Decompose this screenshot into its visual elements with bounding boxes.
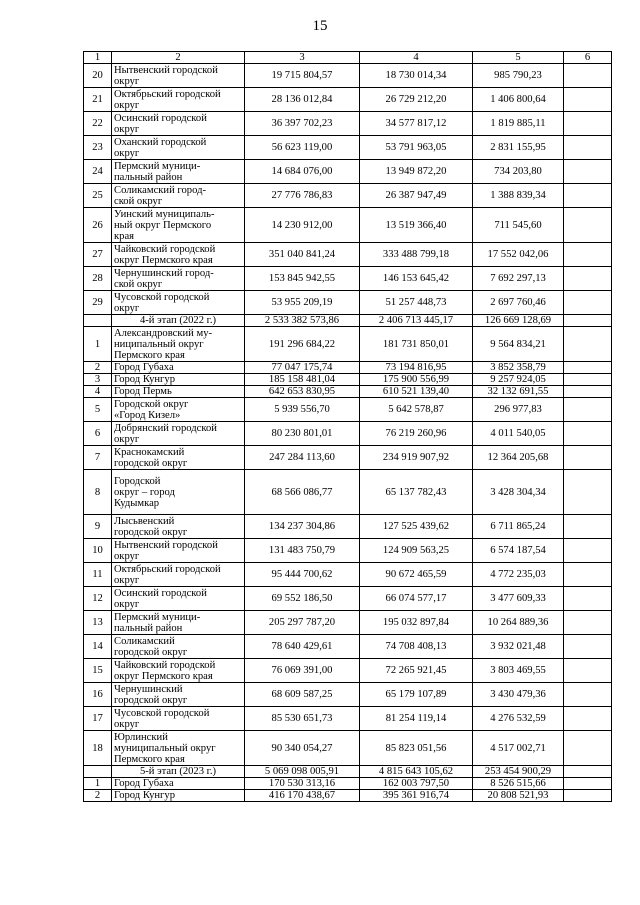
regional-amount-cell: 13 949 872,20 [360, 160, 473, 184]
table-row [84, 267, 612, 291]
local-amount-cell: 3 803 469,55 [473, 659, 564, 683]
row-number-cell: 10 [84, 539, 112, 563]
column6-cell [564, 184, 612, 208]
total-amount-cell: 2 533 382 573,86 [245, 315, 360, 327]
municipality-name-cell: Октябрьский городской округ [112, 88, 245, 112]
local-amount-cell: 3 932 021,48 [473, 635, 564, 659]
municipality-name-cell: Город Пермь [112, 386, 245, 398]
local-amount-cell: 32 132 691,55 [473, 386, 564, 398]
regional-amount-cell: 65 137 782,43 [360, 470, 473, 515]
total-amount-cell: 80 230 801,01 [245, 422, 360, 446]
regional-amount-cell: 26 387 947,49 [360, 184, 473, 208]
row-number-cell: 25 [84, 184, 112, 208]
header-cell: 6 [564, 52, 612, 64]
row-number-cell: 6 [84, 422, 112, 446]
header-cell: 4 [360, 52, 473, 64]
local-amount-cell: 4 517 002,71 [473, 731, 564, 766]
regional-amount-cell: 13 519 366,40 [360, 208, 473, 243]
regional-amount-cell: 234 919 907,92 [360, 446, 473, 470]
column6-cell [564, 64, 612, 88]
total-amount-cell: 134 237 304,86 [245, 515, 360, 539]
municipality-name-cell: Нытвенский городской округ [112, 64, 245, 88]
table-row [84, 707, 612, 731]
regional-amount-cell: 26 729 212,20 [360, 88, 473, 112]
table-row [84, 374, 612, 386]
local-amount-cell: 3 428 304,34 [473, 470, 564, 515]
municipality-name-cell: Оханский городской округ [112, 136, 245, 160]
regional-amount-cell: 4 815 643 105,62 [360, 766, 473, 778]
column6-cell [564, 112, 612, 136]
table-row [84, 208, 612, 243]
stage-total-row [84, 315, 612, 327]
row-number-cell: 8 [84, 470, 112, 515]
regional-amount-cell: 72 265 921,45 [360, 659, 473, 683]
regional-amount-cell: 90 672 465,59 [360, 563, 473, 587]
local-amount-cell: 6 711 865,24 [473, 515, 564, 539]
regional-amount-cell: 162 003 797,50 [360, 778, 473, 790]
column6-cell [564, 362, 612, 374]
municipality-name-cell: Октябрьский городской округ [112, 563, 245, 587]
table-row [84, 362, 612, 374]
total-amount-cell: 351 040 841,24 [245, 243, 360, 267]
table-row [84, 386, 612, 398]
regional-amount-cell: 74 708 408,13 [360, 635, 473, 659]
column6-cell [564, 790, 612, 802]
row-number-cell: 20 [84, 64, 112, 88]
local-amount-cell: 711 545,60 [473, 208, 564, 243]
column6-cell [564, 707, 612, 731]
total-amount-cell: 68 566 086,77 [245, 470, 360, 515]
municipality-name-cell: Нытвенский городской округ [112, 539, 245, 563]
column6-cell [564, 267, 612, 291]
table-row [84, 611, 612, 635]
column6-cell [564, 766, 612, 778]
local-amount-cell: 9 257 924,05 [473, 374, 564, 386]
municipality-name-cell: Чайковский городской округ Пермского края [112, 659, 245, 683]
table-row [84, 778, 612, 790]
column6-cell [564, 470, 612, 515]
table-row [84, 160, 612, 184]
stage-number-cell [84, 766, 112, 778]
local-amount-cell: 126 669 128,69 [473, 315, 564, 327]
total-amount-cell: 76 069 391,00 [245, 659, 360, 683]
local-amount-cell: 1 388 839,34 [473, 184, 564, 208]
municipality-name-cell: Городской округ «Город Кизел» [112, 398, 245, 422]
total-amount-cell: 68 609 587,25 [245, 683, 360, 707]
regional-amount-cell: 195 032 897,84 [360, 611, 473, 635]
column6-cell [564, 315, 612, 327]
local-amount-cell: 734 203,80 [473, 160, 564, 184]
table-row [84, 112, 612, 136]
row-number-cell: 16 [84, 683, 112, 707]
header-cell: 2 [112, 52, 245, 64]
regional-amount-cell: 146 153 645,42 [360, 267, 473, 291]
table-row [84, 731, 612, 766]
row-number-cell: 5 [84, 398, 112, 422]
municipality-name-cell: Город Губаха [112, 362, 245, 374]
regional-amount-cell: 5 642 578,87 [360, 398, 473, 422]
total-amount-cell: 28 136 012,84 [245, 88, 360, 112]
municipality-name-cell: Юрлинский муниципальный округ Пермского края [112, 731, 245, 766]
regional-amount-cell: 610 521 139,40 [360, 386, 473, 398]
municipality-name-cell: Александровский му- ниципальный округ Пермского края [112, 327, 245, 362]
total-amount-cell: 78 640 429,61 [245, 635, 360, 659]
row-number-cell: 24 [84, 160, 112, 184]
row-number-cell: 3 [84, 374, 112, 386]
total-amount-cell: 205 297 787,20 [245, 611, 360, 635]
column6-cell [564, 88, 612, 112]
regional-amount-cell: 395 361 916,74 [360, 790, 473, 802]
regional-amount-cell: 2 406 713 445,17 [360, 315, 473, 327]
local-amount-cell: 1 406 800,64 [473, 88, 564, 112]
regional-amount-cell: 124 909 563,25 [360, 539, 473, 563]
table-row [84, 88, 612, 112]
total-amount-cell: 27 776 786,83 [245, 184, 360, 208]
local-amount-cell: 7 692 297,13 [473, 267, 564, 291]
total-amount-cell: 56 623 119,00 [245, 136, 360, 160]
table-row [84, 539, 612, 563]
municipality-name-cell: Краснокамский городской округ [112, 446, 245, 470]
local-amount-cell: 3 430 479,36 [473, 683, 564, 707]
total-amount-cell: 69 552 186,50 [245, 587, 360, 611]
municipality-name-cell: Уинский муниципаль- ный округ Пермского края [112, 208, 245, 243]
stage-total-row [84, 766, 612, 778]
total-amount-cell: 85 530 651,73 [245, 707, 360, 731]
total-amount-cell: 247 284 113,60 [245, 446, 360, 470]
total-amount-cell: 53 955 209,19 [245, 291, 360, 315]
row-number-cell: 4 [84, 386, 112, 398]
page-number: 15 [312, 18, 328, 34]
regional-amount-cell: 85 823 051,56 [360, 731, 473, 766]
table-row [84, 446, 612, 470]
column6-cell [564, 635, 612, 659]
local-amount-cell: 17 552 042,06 [473, 243, 564, 267]
column6-cell [564, 778, 612, 790]
column6-cell [564, 611, 612, 635]
regional-amount-cell: 65 179 107,89 [360, 683, 473, 707]
table-row [84, 790, 612, 802]
local-amount-cell: 20 808 521,93 [473, 790, 564, 802]
table-row [84, 136, 612, 160]
row-number-cell: 15 [84, 659, 112, 683]
total-amount-cell: 170 530 313,16 [245, 778, 360, 790]
row-number-cell: 11 [84, 563, 112, 587]
row-number-cell: 23 [84, 136, 112, 160]
local-amount-cell: 253 454 900,29 [473, 766, 564, 778]
column6-cell [564, 386, 612, 398]
municipality-name-cell: Город Кунгур [112, 790, 245, 802]
stage-number-cell [84, 315, 112, 327]
row-number-cell: 2 [84, 790, 112, 802]
municipality-name-cell: Чусовской городской округ [112, 291, 245, 315]
total-amount-cell: 5 069 098 005,91 [245, 766, 360, 778]
regional-amount-cell: 333 488 799,18 [360, 243, 473, 267]
regional-amount-cell: 127 525 439,62 [360, 515, 473, 539]
regional-amount-cell: 53 791 963,05 [360, 136, 473, 160]
column6-cell [564, 446, 612, 470]
table-row [84, 64, 612, 88]
total-amount-cell: 19 715 804,57 [245, 64, 360, 88]
municipality-name-cell: Чайковский городской округ Пермского края [112, 243, 245, 267]
municipality-name-cell: Соликамский город- ской округ [112, 184, 245, 208]
total-amount-cell: 153 845 942,55 [245, 267, 360, 291]
table-header-row [84, 52, 612, 64]
regional-amount-cell: 18 730 014,34 [360, 64, 473, 88]
table-row [84, 327, 612, 362]
total-amount-cell: 642 653 830,95 [245, 386, 360, 398]
municipality-name-cell: Город Губаха [112, 778, 245, 790]
row-number-cell: 1 [84, 327, 112, 362]
local-amount-cell: 4 276 532,59 [473, 707, 564, 731]
budget-table [83, 51, 612, 802]
table-row [84, 470, 612, 515]
local-amount-cell: 3 852 358,79 [473, 362, 564, 374]
column6-cell [564, 731, 612, 766]
row-number-cell: 12 [84, 587, 112, 611]
local-amount-cell: 4 011 540,05 [473, 422, 564, 446]
column6-cell [564, 422, 612, 446]
row-number-cell: 29 [84, 291, 112, 315]
local-amount-cell: 3 477 609,33 [473, 587, 564, 611]
total-amount-cell: 191 296 684,22 [245, 327, 360, 362]
municipality-name-cell: Чусовской городской округ [112, 707, 245, 731]
municipality-name-cell: Чернушинский городской округ [112, 683, 245, 707]
column6-cell [564, 398, 612, 422]
column6-cell [564, 243, 612, 267]
municipality-name-cell: Чернушинский город- ской округ [112, 267, 245, 291]
municipality-name-cell: Добрянский городской округ [112, 422, 245, 446]
regional-amount-cell: 81 254 119,14 [360, 707, 473, 731]
column6-cell [564, 563, 612, 587]
column6-cell [564, 515, 612, 539]
row-number-cell: 14 [84, 635, 112, 659]
local-amount-cell: 985 790,23 [473, 64, 564, 88]
local-amount-cell: 4 772 235,03 [473, 563, 564, 587]
regional-amount-cell: 175 900 556,99 [360, 374, 473, 386]
table-row [84, 683, 612, 707]
total-amount-cell: 77 047 175,74 [245, 362, 360, 374]
row-number-cell: 1 [84, 778, 112, 790]
table-row [84, 291, 612, 315]
row-number-cell: 21 [84, 88, 112, 112]
local-amount-cell: 2 831 155,95 [473, 136, 564, 160]
table-row [84, 587, 612, 611]
municipality-name-cell: Город Кунгур [112, 374, 245, 386]
header-cell: 3 [245, 52, 360, 64]
municipality-name-cell: Городской округ – город Кудымкар [112, 470, 245, 515]
table-row [84, 515, 612, 539]
local-amount-cell: 10 264 889,36 [473, 611, 564, 635]
column6-cell [564, 659, 612, 683]
row-number-cell: 28 [84, 267, 112, 291]
column6-cell [564, 160, 612, 184]
column6-cell [564, 291, 612, 315]
table-row [84, 184, 612, 208]
regional-amount-cell: 181 731 850,01 [360, 327, 473, 362]
municipality-name-cell: Осинский городской округ [112, 587, 245, 611]
local-amount-cell: 296 977,83 [473, 398, 564, 422]
header-cell: 5 [473, 52, 564, 64]
regional-amount-cell: 51 257 448,73 [360, 291, 473, 315]
municipality-name-cell: Пермский муници- пальный район [112, 611, 245, 635]
row-number-cell: 27 [84, 243, 112, 267]
total-amount-cell: 14 684 076,00 [245, 160, 360, 184]
stage-label: 5-й этап (2023 г.) [112, 766, 245, 778]
row-number-cell: 7 [84, 446, 112, 470]
row-number-cell: 2 [84, 362, 112, 374]
column6-cell [564, 208, 612, 243]
regional-amount-cell: 76 219 260,96 [360, 422, 473, 446]
total-amount-cell: 95 444 700,62 [245, 563, 360, 587]
row-number-cell: 13 [84, 611, 112, 635]
municipality-name-cell: Соликамский городской округ [112, 635, 245, 659]
local-amount-cell: 12 364 205,68 [473, 446, 564, 470]
column6-cell [564, 136, 612, 160]
row-number-cell: 26 [84, 208, 112, 243]
table-row [84, 659, 612, 683]
column6-cell [564, 374, 612, 386]
header-cell: 1 [84, 52, 112, 64]
table-row [84, 635, 612, 659]
total-amount-cell: 5 939 556,70 [245, 398, 360, 422]
total-amount-cell: 36 397 702,23 [245, 112, 360, 136]
stage-label: 4-й этап (2022 г.) [112, 315, 245, 327]
municipality-name-cell: Осинский городской округ [112, 112, 245, 136]
table-row [84, 398, 612, 422]
regional-amount-cell: 73 194 816,95 [360, 362, 473, 374]
total-amount-cell: 185 158 481,04 [245, 374, 360, 386]
column6-cell [564, 327, 612, 362]
row-number-cell: 18 [84, 731, 112, 766]
row-number-cell: 17 [84, 707, 112, 731]
table-row [84, 563, 612, 587]
table-row [84, 422, 612, 446]
regional-amount-cell: 34 577 817,12 [360, 112, 473, 136]
row-number-cell: 9 [84, 515, 112, 539]
local-amount-cell: 1 819 885,11 [473, 112, 564, 136]
column6-cell [564, 587, 612, 611]
table-row [84, 243, 612, 267]
local-amount-cell: 2 697 760,46 [473, 291, 564, 315]
total-amount-cell: 131 483 750,79 [245, 539, 360, 563]
total-amount-cell: 14 230 912,00 [245, 208, 360, 243]
local-amount-cell: 8 526 515,66 [473, 778, 564, 790]
total-amount-cell: 416 170 438,67 [245, 790, 360, 802]
column6-cell [564, 683, 612, 707]
municipality-name-cell: Пермский муници- пальный район [112, 160, 245, 184]
column6-cell [564, 539, 612, 563]
municipality-name-cell: Лысьвенский городской округ [112, 515, 245, 539]
regional-amount-cell: 66 074 577,17 [360, 587, 473, 611]
total-amount-cell: 90 340 054,27 [245, 731, 360, 766]
local-amount-cell: 6 574 187,54 [473, 539, 564, 563]
row-number-cell: 22 [84, 112, 112, 136]
local-amount-cell: 9 564 834,21 [473, 327, 564, 362]
